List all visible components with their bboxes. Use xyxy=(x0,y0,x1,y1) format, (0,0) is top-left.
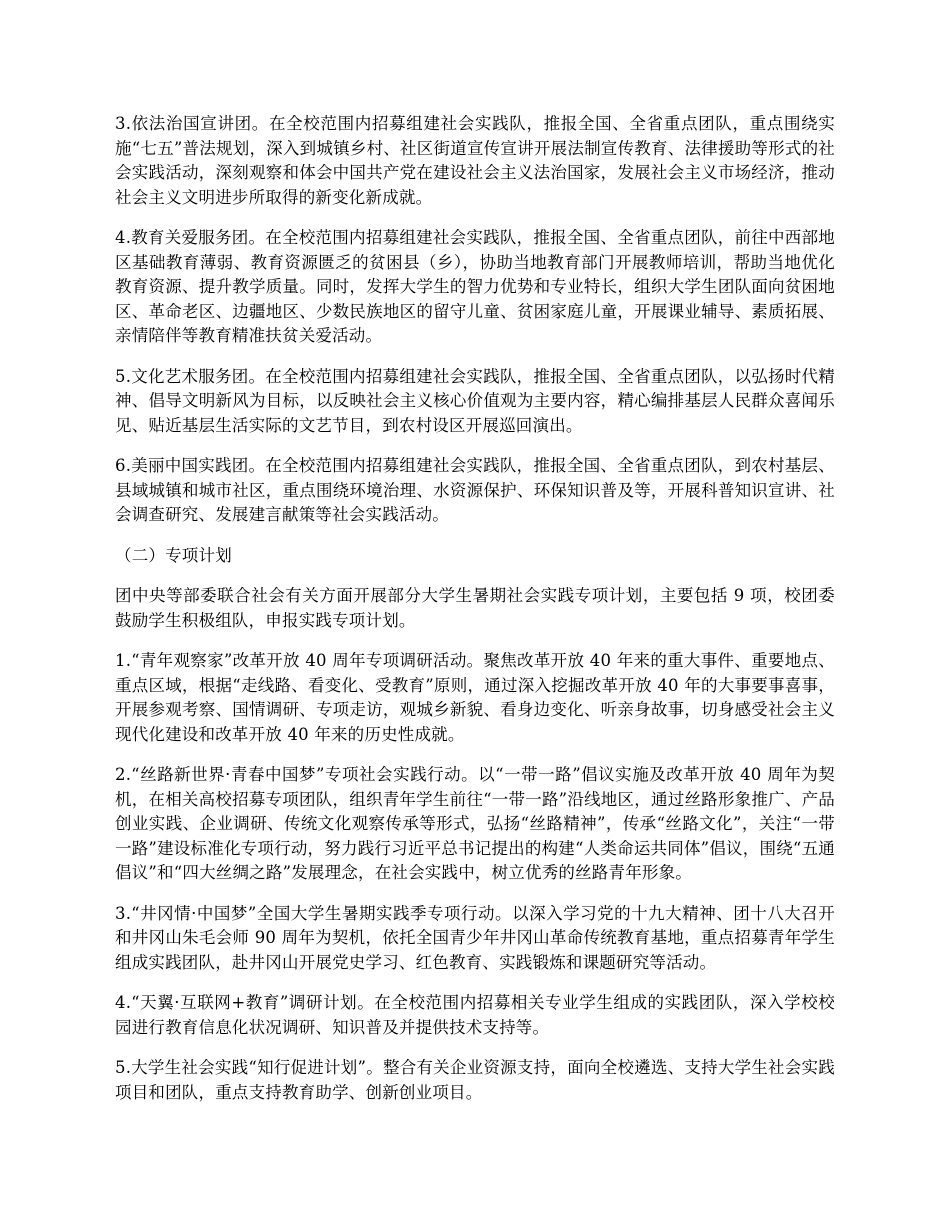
paragraph-knowledge-action-plan: 5.大学生社会实践“知行促进计划”。整合有关企业资源支持，面向全校遴选、支持大学生社会实践项目和团队，重点支持教育助学、创新创业项目。 xyxy=(115,1058,835,1102)
paragraph-jinggang: 3.“井冈情·中国梦”全国大学生暑期实践季专项行动。以深入学习党的十九大精神、团十八大召开和井冈山朱毛会师 90 周年为契机，依托全国青少年井冈山革命传统教育基地，重点招募青年学生组成实践团队，赴井冈山开展党史学习、红色教育、实践锻炼和课题研究等活动。 xyxy=(115,903,835,972)
paragraph-law-propaganda-team: 3.依法治国宣讲团。在全校范围内招募组建社会实践队，推报全国、全省重点团队，重点围绕实施“七五”普法规划，深入到城镇乡村、社区街道宣传宣讲开展法制宣传教育、法律援助等形式的社会实践活动，深刻观察和体会中国共产党在建设社会主义法治国家，发展社会主义市场经济，推动社会主义文明进步所取得的新变化新成就。 xyxy=(115,114,835,207)
paragraph-culture-art-team: 5.文化艺术服务团。在全校范围内招募组建社会实践队，推报全国、全省重点团队，以弘扬时代精神、倡导文明新风为目标，以反映社会主义核心价值观为主要内容，精心编排基层人民群众喜闻乐见、贴近基层生活实际的文艺节目，到农村设区开展巡回演出。 xyxy=(115,366,835,435)
paragraph-silk-road: 2.“丝路新世界·青春中国梦”专项社会实践行动。以“一带一路”倡议实施及改革开放 40 周年为契机，在相关高校招募专项团队，组织青年学生前往“一带一路”沿线地区，通过丝路形象推广、产品创业实践、企业调研、传统文化观察传承等形式，弘扬“丝路精神”，传承“丝路文化”，关注“一带一路”建设标准化专项行动，努力践行习近平总书记提出的构建“人类命运共同体”倡议，围绕“五通倡议”和“四大丝绸之路”发展理念，在社会实践中，树立优秀的丝路青年形象。 xyxy=(115,765,835,882)
paragraph-youth-observer: 1.“青年观察家”改革开放 40 周年专项调研活动。聚焦改革开放 40 年来的重大事件、重要地点、重点区域，根据“走线路、看变化、受教育”原则，通过深入挖掘改革开放 40 年的大事要事喜事，开展参观考察、国情调研、专项走访，观城乡新貌、看身边变化、听亲身故事，切身感受社会主义现代化建设和改革开放 40 年来的历史性成就。 xyxy=(115,651,835,744)
paragraph-tianyi-internet-education: 4.“天翼·互联网+教育”调研计划。在全校范围内招募相关专业学生组成的实践团队，深入学校校园进行教育信息化状况调研、知识普及并提供技术支持等。 xyxy=(115,993,835,1037)
paragraph-special-plans-intro: 团中央等部委联合社会有关方面开展部分大学生暑期社会实践专项计划，主要包括 9 项，校团委鼓励学生积极组队，申报实践专项计划。 xyxy=(115,586,835,630)
paragraph-beautiful-china-team: 6.美丽中国实践团。在全校范围内招募组建社会实践队，推报全国、全省重点团队，到农村基层、县域城镇和城市社区，重点围绕环境治理、水资源保护、环保知识普及等，开展科普知识宣讲、社会调查研究、发展建言献策等社会实践活动。 xyxy=(115,456,835,524)
paragraph-education-care-team: 4.教育关爱服务团。在全校范围内招募组建社会实践队，推报全国、全省重点团队，前往中西部地区基础教育薄弱、教育资源匮乏的贫困县（乡），协助当地教育部门开展教师培训，帮助当地优化教育资源、提升教学质量。同时，发挥大学生的智力优势和专业特长，组织大学生团队面向贫困地区、革命老区、边疆地区、少数民族地区的留守儿童、贫困家庭儿童，开展课业辅导、素质拓展、亲情陪伴等教育精准扶贫关爱活动。 xyxy=(115,228,835,345)
document-body xyxy=(115,112,835,1121)
section-heading-special-plans: （二）专项计划 xyxy=(115,545,232,565)
